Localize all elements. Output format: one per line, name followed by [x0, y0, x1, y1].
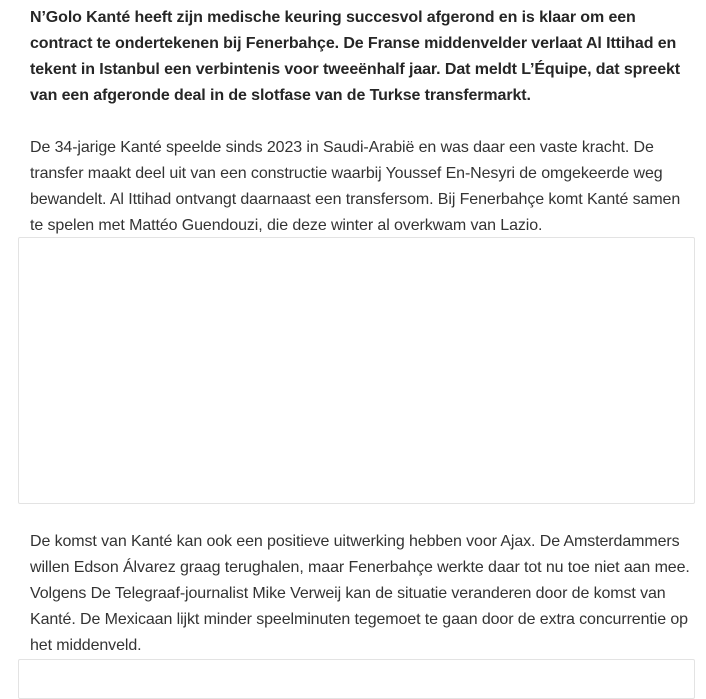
- lead-paragraph: N’Golo Kanté heeft zijn medische keuring succesvol afgerond en is klaar om een contract te ondertekenen bij Fenerbahçe. De Franse middenvelder verlaat Al Ittihad en tekent in Istanbul een verbintenis voor tweeënhalf jaar. Dat meldt L’Équipe, dat spreekt van een afgeronde deal in de slotfase van de Turkse transfermarkt.: [30, 9, 681, 104]
- body-paragraph: De komst van Kanté kan ook een positieve uitwerking hebben voor Ajax. De Amsterdammers willen Edson Álvarez graag terughalen, maar Fenerbahçe werkte daar tot nu toe niet aan mee. Volgens De Telegraaf-journalist Mike Verweij kan de situatie veranderen door de komst van Kanté. De Mexicaan lijkt minder speelminuten tegemoet te gaan door de extra concurrentie op het middenveld.: [30, 533, 690, 654]
- embedded-content-placeholder: [18, 237, 695, 504]
- body-paragraph: De 34-jarige Kanté speelde sinds 2023 in Saudi-Arabië en was daar een vaste kracht. De transfer maakt deel uit van een constructie waarbij Youssef En-Nesyri de omgekeerde weg bewandelt. Al Ittihad ontvangt daarnaast een transfersom. Bij Fenerbahçe komt Kanté samen te spelen met Mattéo Guendouzi, die deze winter al overkwam van Lazio.: [30, 139, 681, 234]
- embedded-content-placeholder: [18, 659, 695, 699]
